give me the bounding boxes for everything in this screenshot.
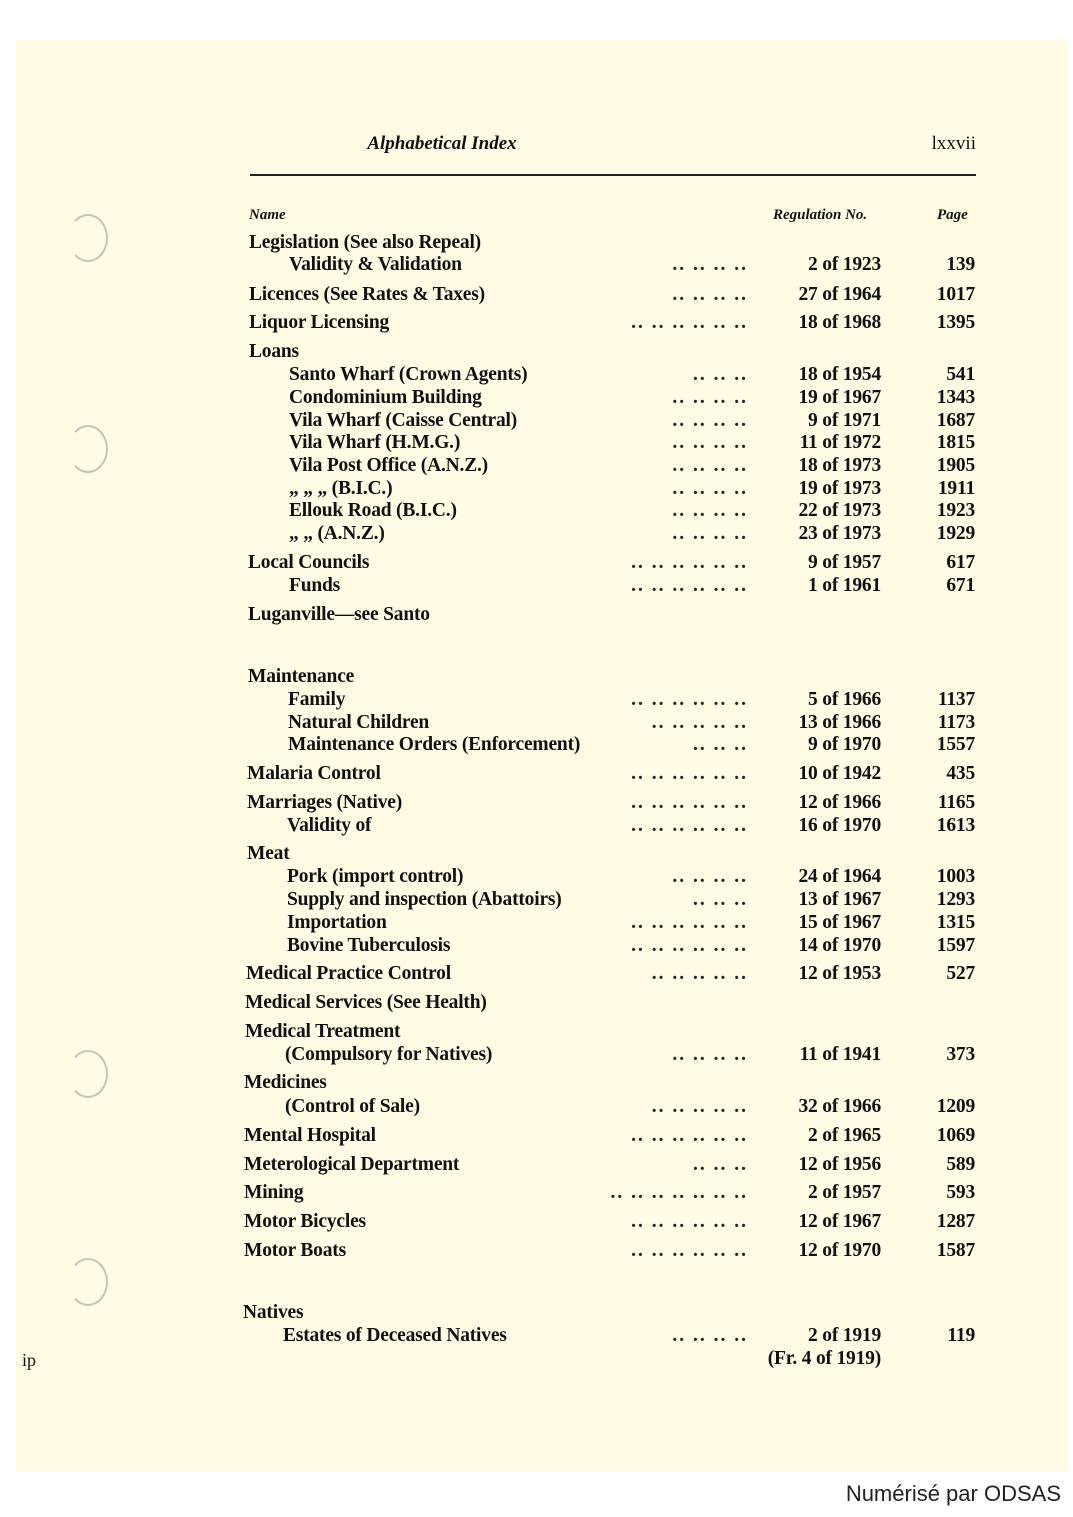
index-row: [0, 992, 1073, 1016]
index-row: [0, 387, 1073, 411]
entry-name: Luganville—see Santo: [248, 604, 430, 625]
page-reference: 1923: [936, 500, 975, 521]
regulation-number: 5 of 1966: [808, 689, 881, 710]
regulation-number: 27 of 1964: [798, 284, 881, 305]
index-row: [0, 763, 1073, 787]
page-reference: 1911: [937, 478, 975, 499]
page-reference: 1343: [936, 387, 975, 408]
index-row: [0, 1240, 1073, 1264]
page-reference: 1293: [936, 889, 975, 910]
leader-dots: .. .. .. ..: [672, 254, 748, 275]
entry-name: Licences (See Rates & Taxes): [249, 284, 485, 305]
column-header-regulation: Regulation No.: [773, 207, 868, 223]
entry-name: Validity & Validation: [289, 254, 462, 275]
entry-name: Legislation (See also Repeal): [249, 232, 481, 253]
regulation-number: 18 of 1968: [798, 312, 881, 333]
entry-name: Condominium Building: [289, 387, 482, 408]
entry-name: Marriages (Native): [247, 792, 403, 813]
page-reference: 1929: [936, 523, 975, 544]
entry-name: Local Councils: [248, 552, 370, 573]
entry-name: Maintenance Orders (Enforcement): [288, 734, 581, 755]
header-rule: [250, 174, 976, 176]
leader-dots: .. .. .. .. ..: [651, 963, 748, 984]
regulation-number: 18 of 1973: [798, 455, 881, 476]
regulation-number: 12 of 1967: [798, 1211, 881, 1232]
page-title: Alphabetical Index: [367, 133, 517, 154]
leader-dots: .. .. .. ..: [672, 478, 748, 499]
regulation-number: 9 of 1970: [808, 734, 881, 755]
entry-name: Maintenance: [248, 666, 355, 687]
page-reference: 541: [946, 364, 975, 385]
page-reference: 1003: [936, 866, 975, 887]
index-row: [0, 341, 1073, 365]
index-row: [0, 815, 1073, 839]
entry-name: Medical Services (See Health): [245, 992, 487, 1013]
entry-name: (Compulsory for Natives): [285, 1044, 493, 1065]
entry-name: Vila Post Office (A.N.Z.): [289, 455, 488, 476]
regulation-number: 10 of 1942: [798, 763, 881, 784]
regulation-number: 32 of 1966: [798, 1096, 881, 1117]
regulation-number: 11 of 1972: [799, 432, 881, 453]
entry-name: Liquor Licensing: [249, 312, 390, 333]
entry-name: Santo Wharf (Crown Agents): [289, 364, 528, 385]
regulation-number: (Fr. 4 of 1919): [767, 1348, 881, 1369]
index-row: [0, 1182, 1073, 1206]
regulation-number: 14 of 1970: [798, 935, 881, 956]
leader-dots: .. .. .. .. .. ..: [631, 763, 748, 784]
page-reference: 1173: [937, 712, 975, 733]
index-row: [0, 1125, 1073, 1149]
index-row: [0, 523, 1073, 547]
regulation-number: 2 of 1957: [808, 1182, 881, 1203]
index-row: [0, 1096, 1073, 1120]
regulation-number: 13 of 1967: [798, 889, 881, 910]
index-row: [0, 312, 1073, 336]
leader-dots: .. .. .. ..: [672, 1044, 748, 1065]
index-row: [0, 792, 1073, 816]
index-row: [0, 1348, 1073, 1372]
entry-name: Pork (import control): [287, 866, 464, 887]
entry-name: Malaria Control: [247, 763, 381, 784]
entry-name: Mental Hospital: [244, 1125, 376, 1146]
digitized-by-footer: Numérisé par ODSAS: [845, 1481, 1061, 1506]
leader-dots: .. .. .. .. .. ..: [631, 1240, 748, 1261]
index-row: [0, 963, 1073, 987]
leader-dots: .. .. .. .. .. ..: [631, 552, 748, 573]
entry-name: Family: [288, 689, 346, 710]
index-row: [0, 364, 1073, 388]
page-reference: 1209: [936, 1096, 975, 1117]
page-reference: 589: [946, 1154, 975, 1175]
page-reference: 1017: [936, 284, 975, 305]
index-row: [0, 1044, 1073, 1068]
index-row: [0, 500, 1073, 524]
index-row: [0, 712, 1073, 736]
regulation-number: 24 of 1964: [798, 866, 881, 887]
page-number: lxxvii: [931, 133, 976, 154]
entry-name: Meterological Department: [244, 1154, 460, 1175]
leader-dots: .. .. .. .. ..: [651, 1096, 748, 1117]
regulation-number: 19 of 1967: [798, 387, 881, 408]
regulation-number: 12 of 1956: [798, 1154, 881, 1175]
leader-dots: .. .. .. ..: [672, 455, 748, 476]
leader-dots: .. .. .. ..: [672, 523, 748, 544]
regulation-number: 12 of 1970: [798, 1240, 881, 1261]
entry-name: Supply and inspection (Abattoirs): [287, 889, 562, 910]
leader-dots: .. .. .. .. .. ..: [631, 935, 748, 956]
leader-dots: .. .. .. .. .. ..: [631, 575, 748, 596]
regulation-number: 2 of 1965: [808, 1125, 881, 1146]
page-reference: 617: [946, 552, 975, 573]
leader-dots: .. .. .. .. .. ..: [631, 312, 748, 333]
page-reference: 671: [946, 575, 975, 596]
index-row: [0, 552, 1073, 576]
index-row: [0, 666, 1073, 690]
leader-dots: .. .. .. .. ..: [651, 712, 748, 733]
page-reference: 139: [946, 254, 975, 275]
entry-name: Vila Wharf (H.M.G.): [289, 432, 461, 453]
index-row: [0, 866, 1073, 890]
regulation-number: 2 of 1923: [808, 254, 881, 275]
leader-dots: .. .. .. ..: [672, 500, 748, 521]
page-reference: 1905: [936, 455, 975, 476]
index-row: [0, 410, 1073, 434]
leader-dots: .. .. .. .. .. ..: [631, 792, 748, 813]
entry-name: Medical Practice Control: [246, 963, 451, 984]
leader-dots: .. .. .. ..: [672, 387, 748, 408]
page-reference: 1315: [936, 912, 975, 933]
entry-name: Medicines: [244, 1072, 327, 1093]
index-row: [0, 1302, 1073, 1326]
regulation-number: 9 of 1971: [808, 410, 881, 431]
page-reference: 1287: [936, 1211, 975, 1232]
index-row: [0, 455, 1073, 479]
page-reference: 1587: [936, 1240, 975, 1261]
index-row: [0, 575, 1073, 599]
index-row: [0, 1211, 1073, 1235]
page-reference: 1557: [936, 734, 975, 755]
entry-name: Mining: [244, 1182, 304, 1203]
page-reference: 435: [946, 763, 975, 784]
leader-dots: .. .. ..: [693, 734, 748, 755]
regulation-number: 9 of 1957: [808, 552, 881, 573]
index-row: [0, 1072, 1073, 1096]
page-reference: 1165: [937, 792, 975, 813]
leader-dots: .. .. .. .. .. ..: [631, 912, 748, 933]
entry-name: Loans: [249, 341, 299, 362]
index-row: [0, 935, 1073, 959]
margin-mark: ip: [22, 1350, 37, 1370]
regulation-number: 12 of 1966: [798, 792, 881, 813]
regulation-number: 11 of 1941: [799, 1044, 881, 1065]
index-row: [0, 254, 1073, 278]
leader-dots: .. .. .. .. .. ..: [631, 1125, 748, 1146]
index-row: [0, 478, 1073, 502]
index-row: [0, 284, 1073, 308]
punch-hole-4: [68, 1258, 108, 1306]
page-reference: 373: [946, 1044, 975, 1065]
page-reference: 1395: [936, 312, 975, 333]
leader-dots: .. .. .. .. .. ..: [631, 1211, 748, 1232]
index-row: [0, 1325, 1073, 1349]
column-header-page: Page: [937, 207, 968, 223]
leader-dots: .. .. .. ..: [672, 866, 748, 887]
index-row: [0, 889, 1073, 913]
index-row: [0, 432, 1073, 456]
index-row: [0, 689, 1073, 713]
page-reference: 1687: [936, 410, 975, 431]
page-reference: 1613: [936, 815, 975, 836]
page-reference: 1069: [936, 1125, 975, 1146]
column-header-name: Name: [249, 207, 286, 223]
page-reference: 1137: [937, 689, 975, 710]
leader-dots: .. .. .. .. .. ..: [631, 689, 748, 710]
index-row: [0, 912, 1073, 936]
index-row: [0, 734, 1073, 758]
entry-name: Medical Treatment: [245, 1021, 401, 1042]
entry-name: Motor Bicycles: [244, 1211, 366, 1232]
entry-name: Vila Wharf (Caisse Central): [289, 410, 518, 431]
entry-name: „ „ „ (B.I.C.): [289, 478, 393, 499]
entry-name: Natural Children: [288, 712, 430, 733]
regulation-number: 23 of 1973: [798, 523, 881, 544]
page-reference: 1597: [936, 935, 975, 956]
entry-name: Funds: [289, 575, 341, 596]
leader-dots: .. .. ..: [693, 364, 748, 385]
regulation-number: 19 of 1973: [798, 478, 881, 499]
leader-dots: .. .. ..: [693, 889, 748, 910]
entry-name: Bovine Tuberculosis: [287, 935, 451, 956]
regulation-number: 13 of 1966: [798, 712, 881, 733]
entry-name: Importation: [287, 912, 387, 933]
page-reference: 119: [947, 1325, 975, 1346]
page-header: [250, 133, 976, 163]
page-reference: 527: [946, 963, 975, 984]
index-row: [0, 1154, 1073, 1178]
regulation-number: 22 of 1973: [798, 500, 881, 521]
regulation-number: 12 of 1953: [798, 963, 881, 984]
leader-dots: .. .. .. ..: [672, 1325, 748, 1346]
index-row: [0, 1021, 1073, 1045]
leader-dots: .. .. ..: [693, 1154, 748, 1175]
leader-dots: .. .. .. ..: [672, 284, 748, 305]
page-reference: 1815: [936, 432, 975, 453]
regulation-number: 15 of 1967: [798, 912, 881, 933]
leader-dots: .. .. .. .. .. ..: [631, 815, 748, 836]
leader-dots: .. .. .. ..: [672, 432, 748, 453]
regulation-number: 18 of 1954: [798, 364, 881, 385]
entry-name: „ „ (A.N.Z.): [289, 523, 385, 544]
regulation-number: 16 of 1970: [798, 815, 881, 836]
regulation-number: 2 of 1919: [808, 1325, 881, 1346]
entry-name: Estates of Deceased Natives: [283, 1325, 507, 1346]
regulation-number: 1 of 1961: [808, 575, 881, 596]
index-row: [0, 604, 1073, 628]
entry-name: Motor Boats: [244, 1240, 346, 1261]
entry-name: Natives: [243, 1302, 304, 1323]
index-row: [0, 232, 1073, 256]
entry-name: Validity of: [287, 815, 372, 836]
entry-name: Ellouk Road (B.I.C.): [289, 500, 457, 521]
index-row: [0, 843, 1073, 867]
leader-dots: .. .. .. ..: [672, 410, 748, 431]
entry-name: Meat: [247, 843, 290, 864]
page-reference: 593: [946, 1182, 975, 1203]
entry-name: (Control of Sale): [285, 1096, 420, 1117]
leader-dots: .. .. .. .. .. .. ..: [610, 1182, 748, 1203]
